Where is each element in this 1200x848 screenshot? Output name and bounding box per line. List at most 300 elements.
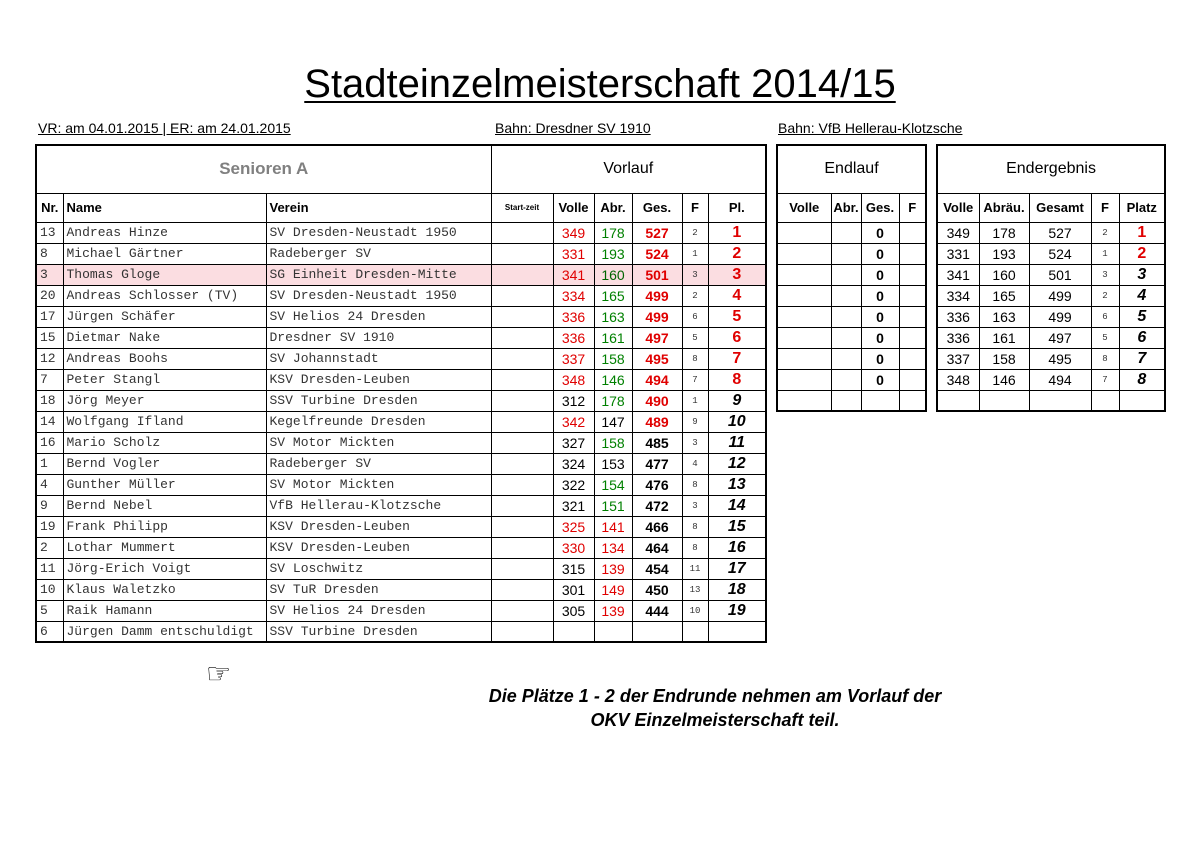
cell-abraeu: 146 bbox=[979, 369, 1029, 390]
cell-startzeit bbox=[491, 348, 553, 369]
cell-startzeit bbox=[491, 558, 553, 579]
competition-dates: VR: am 04.01.2015 | ER: am 24.01.2015 bbox=[38, 120, 291, 136]
cell-nr: 6 bbox=[36, 621, 63, 642]
cell-platz: 8 bbox=[1119, 369, 1165, 390]
cell-pl: 1 bbox=[708, 222, 766, 243]
col-header-name: Name bbox=[63, 193, 266, 222]
cell-gesamt: 494 bbox=[1029, 369, 1091, 390]
col-header-pl: Pl. bbox=[708, 193, 766, 222]
col-header-ges: Ges. bbox=[632, 193, 682, 222]
table-row bbox=[36, 285, 766, 306]
cell-volle: 348 bbox=[553, 369, 594, 390]
cell-f: 3 bbox=[1091, 264, 1119, 285]
cell-abr bbox=[831, 243, 861, 264]
table-row bbox=[777, 222, 926, 243]
cell-f: 3 bbox=[682, 264, 708, 285]
cell-name: Mario Scholz bbox=[63, 432, 266, 453]
cell-platz: 2 bbox=[1119, 243, 1165, 264]
table-row bbox=[36, 495, 766, 516]
table-row bbox=[937, 222, 1165, 243]
cell-volle: 331 bbox=[553, 243, 594, 264]
cell-name: Raik Hamann bbox=[63, 600, 266, 621]
cell-ges: 0 bbox=[861, 285, 899, 306]
cell-name: Jörg-Erich Voigt bbox=[63, 558, 266, 579]
cell-name: Michael Gärtner bbox=[63, 243, 266, 264]
cell-verein: SV Loschwitz bbox=[266, 558, 491, 579]
table-row bbox=[36, 369, 766, 390]
cell-f bbox=[899, 306, 926, 327]
cell-gesamt: 495 bbox=[1029, 348, 1091, 369]
cell-verein: SV Dresden-Neustadt 1950 bbox=[266, 222, 491, 243]
table-row bbox=[777, 369, 926, 390]
cell-abr: 147 bbox=[594, 411, 632, 432]
cell-ges: 477 bbox=[632, 453, 682, 474]
cell-name: Andreas Boohs bbox=[63, 348, 266, 369]
cell-abraeu: 160 bbox=[979, 264, 1029, 285]
endlauf-col-volle: Volle bbox=[777, 193, 831, 222]
pointing-hand-icon: ☞ bbox=[206, 658, 232, 689]
cell-platz: 7 bbox=[1119, 348, 1165, 369]
cell-volle: 331 bbox=[937, 243, 979, 264]
cell-ges: 494 bbox=[632, 369, 682, 390]
cell-abr: 134 bbox=[594, 537, 632, 558]
cell-volle: 305 bbox=[553, 600, 594, 621]
cell-nr: 18 bbox=[36, 390, 63, 411]
cell-name: Thomas Gloge bbox=[63, 264, 266, 285]
cell-abr: 161 bbox=[594, 327, 632, 348]
cell-volle bbox=[777, 369, 831, 390]
cell-f: 9 bbox=[682, 411, 708, 432]
table-row bbox=[36, 306, 766, 327]
cell-volle: 337 bbox=[937, 348, 979, 369]
page-title: Stadteinzelmeisterschaft 2014/15 bbox=[304, 62, 896, 106]
table-row bbox=[36, 579, 766, 600]
cell-nr: 13 bbox=[36, 222, 63, 243]
table-row bbox=[36, 264, 766, 285]
cell-abraeu: 193 bbox=[979, 243, 1029, 264]
cell-verein: VfB Hellerau-Klotzsche bbox=[266, 495, 491, 516]
table-row bbox=[36, 453, 766, 474]
cell-name: Lothar Mummert bbox=[63, 537, 266, 558]
cell-nr: 12 bbox=[36, 348, 63, 369]
cell-name: Peter Stangl bbox=[63, 369, 266, 390]
cell-f bbox=[899, 348, 926, 369]
cell-name: Jürgen Schäfer bbox=[63, 306, 266, 327]
endlauf-lane: Bahn: VfB Hellerau-Klotzsche bbox=[778, 120, 963, 136]
table-row bbox=[937, 285, 1165, 306]
cell-ges: 499 bbox=[632, 306, 682, 327]
cell-verein: SV Dresden-Neustadt 1950 bbox=[266, 285, 491, 306]
cell-volle: 336 bbox=[937, 306, 979, 327]
cell-f: 2 bbox=[1091, 285, 1119, 306]
cell-verein: Kegelfreunde Dresden bbox=[266, 411, 491, 432]
cell-abr: 146 bbox=[594, 369, 632, 390]
cell-ges: 454 bbox=[632, 558, 682, 579]
note-line-2: OKV Einzelmeisterschaft teil. bbox=[590, 710, 840, 730]
cell-name: Wolfgang Ifland bbox=[63, 411, 266, 432]
cell-verein: KSV Dresden-Leuben bbox=[266, 516, 491, 537]
cell-nr: 11 bbox=[36, 558, 63, 579]
cell-startzeit bbox=[491, 243, 553, 264]
cell-gesamt bbox=[1029, 390, 1091, 411]
cell-volle: 325 bbox=[553, 516, 594, 537]
cell-name: Klaus Waletzko bbox=[63, 579, 266, 600]
cell-pl: 3 bbox=[708, 264, 766, 285]
cell-abr bbox=[831, 390, 861, 411]
cell-gesamt: 524 bbox=[1029, 243, 1091, 264]
cell-verein: SV Helios 24 Dresden bbox=[266, 600, 491, 621]
cell-abr bbox=[831, 306, 861, 327]
cell-name: Jürgen Damm entschuldigt bbox=[63, 621, 266, 642]
cell-volle: 330 bbox=[553, 537, 594, 558]
cell-abr: 149 bbox=[594, 579, 632, 600]
cell-f: 1 bbox=[682, 243, 708, 264]
cell-ges: 489 bbox=[632, 411, 682, 432]
cell-name: Dietmar Nake bbox=[63, 327, 266, 348]
cell-volle: 327 bbox=[553, 432, 594, 453]
endlauf-col-abr: Abr. bbox=[831, 193, 861, 222]
cell-volle: 337 bbox=[553, 348, 594, 369]
cell-f: 8 bbox=[682, 516, 708, 537]
cell-f: 8 bbox=[1091, 348, 1119, 369]
cell-ges: 0 bbox=[861, 243, 899, 264]
cell-ges: 0 bbox=[861, 369, 899, 390]
cell-f: 4 bbox=[682, 453, 708, 474]
cell-f bbox=[899, 327, 926, 348]
col-header-volle: Volle bbox=[553, 193, 594, 222]
cell-verein: KSV Dresden-Leuben bbox=[266, 369, 491, 390]
endergebnis-col-platz: Platz bbox=[1119, 193, 1165, 222]
cell-startzeit bbox=[491, 432, 553, 453]
cell-pl: 12 bbox=[708, 453, 766, 474]
table-row bbox=[937, 327, 1165, 348]
cell-nr: 14 bbox=[36, 411, 63, 432]
cell-volle: 312 bbox=[553, 390, 594, 411]
cell-volle bbox=[777, 327, 831, 348]
table-row bbox=[777, 285, 926, 306]
cell-name: Bernd Vogler bbox=[63, 453, 266, 474]
cell-volle: 315 bbox=[553, 558, 594, 579]
cell-abraeu: 158 bbox=[979, 348, 1029, 369]
cell-name: Frank Philipp bbox=[63, 516, 266, 537]
cell-volle: 336 bbox=[553, 306, 594, 327]
cell-verein: SV Motor Mickten bbox=[266, 432, 491, 453]
cell-f bbox=[1091, 390, 1119, 411]
cell-pl: 11 bbox=[708, 432, 766, 453]
cell-startzeit bbox=[491, 453, 553, 474]
cell-platz: 4 bbox=[1119, 285, 1165, 306]
cell-abr: 178 bbox=[594, 222, 632, 243]
cell-abraeu: 178 bbox=[979, 222, 1029, 243]
table-row bbox=[777, 243, 926, 264]
endergebnis-table bbox=[936, 144, 1166, 412]
cell-abr: 141 bbox=[594, 516, 632, 537]
cell-nr: 20 bbox=[36, 285, 63, 306]
cell-startzeit bbox=[491, 264, 553, 285]
cell-verein: SV Helios 24 Dresden bbox=[266, 306, 491, 327]
cell-pl bbox=[708, 621, 766, 642]
endlauf-table bbox=[776, 144, 927, 412]
cell-startzeit bbox=[491, 411, 553, 432]
table-row bbox=[937, 369, 1165, 390]
cell-volle: 341 bbox=[937, 264, 979, 285]
cell-f bbox=[899, 390, 926, 411]
table-row bbox=[36, 327, 766, 348]
cell-abraeu: 165 bbox=[979, 285, 1029, 306]
cell-nr: 17 bbox=[36, 306, 63, 327]
cell-f: 8 bbox=[682, 537, 708, 558]
cell-f: 3 bbox=[682, 432, 708, 453]
vorlauf-title: Vorlauf bbox=[491, 145, 766, 193]
cell-volle: 334 bbox=[937, 285, 979, 306]
cell-pl: 13 bbox=[708, 474, 766, 495]
cell-startzeit bbox=[491, 285, 553, 306]
cell-ges: 495 bbox=[632, 348, 682, 369]
cell-volle bbox=[777, 348, 831, 369]
table-row bbox=[777, 327, 926, 348]
cell-f: 10 bbox=[682, 600, 708, 621]
endergebnis-title: Endergebnis bbox=[937, 145, 1165, 193]
cell-abr: 153 bbox=[594, 453, 632, 474]
cell-abr: 158 bbox=[594, 432, 632, 453]
cell-f: 5 bbox=[1091, 327, 1119, 348]
cell-verein: SG Einheit Dresden-Mitte bbox=[266, 264, 491, 285]
cell-verein: Radeberger SV bbox=[266, 453, 491, 474]
table-row bbox=[36, 411, 766, 432]
cell-ges: 450 bbox=[632, 579, 682, 600]
cell-gesamt: 499 bbox=[1029, 285, 1091, 306]
cell-nr: 7 bbox=[36, 369, 63, 390]
endlauf-col-ges: Ges. bbox=[861, 193, 899, 222]
cell-abraeu: 161 bbox=[979, 327, 1029, 348]
cell-pl: 10 bbox=[708, 411, 766, 432]
cell-f: 8 bbox=[682, 474, 708, 495]
cell-f: 1 bbox=[682, 390, 708, 411]
cell-f bbox=[899, 222, 926, 243]
table-row bbox=[937, 306, 1165, 327]
cell-f: 3 bbox=[682, 495, 708, 516]
cell-volle: 341 bbox=[553, 264, 594, 285]
cell-nr: 9 bbox=[36, 495, 63, 516]
cell-abr: 178 bbox=[594, 390, 632, 411]
cell-f: 7 bbox=[682, 369, 708, 390]
cell-f: 7 bbox=[1091, 369, 1119, 390]
cell-name: Gunther Müller bbox=[63, 474, 266, 495]
cell-abr: 139 bbox=[594, 600, 632, 621]
cell-f: 2 bbox=[682, 222, 708, 243]
cell-abraeu bbox=[979, 390, 1029, 411]
cell-pl: 14 bbox=[708, 495, 766, 516]
cell-ges: 0 bbox=[861, 264, 899, 285]
cell-pl: 18 bbox=[708, 579, 766, 600]
cell-ges: 527 bbox=[632, 222, 682, 243]
cell-ges: 501 bbox=[632, 264, 682, 285]
cell-ges: 485 bbox=[632, 432, 682, 453]
cell-f: 6 bbox=[682, 306, 708, 327]
cell-verein: SSV Turbine Dresden bbox=[266, 390, 491, 411]
cell-ges: 464 bbox=[632, 537, 682, 558]
cell-f bbox=[899, 264, 926, 285]
cell-volle: 321 bbox=[553, 495, 594, 516]
cell-gesamt: 527 bbox=[1029, 222, 1091, 243]
table-row bbox=[937, 264, 1165, 285]
cell-startzeit bbox=[491, 579, 553, 600]
cell-nr: 16 bbox=[36, 432, 63, 453]
cell-platz: 5 bbox=[1119, 306, 1165, 327]
cell-f: 11 bbox=[682, 558, 708, 579]
cell-f bbox=[899, 369, 926, 390]
cell-volle bbox=[937, 390, 979, 411]
cell-verein: SV TuR Dresden bbox=[266, 579, 491, 600]
cell-nr: 1 bbox=[36, 453, 63, 474]
cell-name: Bernd Nebel bbox=[63, 495, 266, 516]
table-row bbox=[36, 222, 766, 243]
cell-f bbox=[682, 621, 708, 642]
cell-volle: 334 bbox=[553, 285, 594, 306]
cell-volle: 349 bbox=[937, 222, 979, 243]
table-row bbox=[937, 390, 1165, 411]
cell-pl: 19 bbox=[708, 600, 766, 621]
cell-abr bbox=[831, 222, 861, 243]
cell-platz: 1 bbox=[1119, 222, 1165, 243]
cell-name: Andreas Schlosser (TV) bbox=[63, 285, 266, 306]
col-header-nr: Nr. bbox=[36, 193, 63, 222]
col-header-f: F bbox=[682, 193, 708, 222]
table-row bbox=[937, 348, 1165, 369]
cell-nr: 4 bbox=[36, 474, 63, 495]
table-row bbox=[777, 348, 926, 369]
cell-pl: 2 bbox=[708, 243, 766, 264]
endergebnis-col-volle: Volle bbox=[937, 193, 979, 222]
cell-pl: 9 bbox=[708, 390, 766, 411]
table-row bbox=[36, 432, 766, 453]
cell-volle bbox=[553, 621, 594, 642]
cell-volle: 336 bbox=[937, 327, 979, 348]
table-row bbox=[36, 537, 766, 558]
cell-volle: 349 bbox=[553, 222, 594, 243]
cell-pl: 17 bbox=[708, 558, 766, 579]
cell-verein: SSV Turbine Dresden bbox=[266, 621, 491, 642]
cell-pl: 7 bbox=[708, 348, 766, 369]
cell-platz: 3 bbox=[1119, 264, 1165, 285]
cell-abr: 163 bbox=[594, 306, 632, 327]
cell-nr: 15 bbox=[36, 327, 63, 348]
table-row bbox=[777, 306, 926, 327]
cell-nr: 10 bbox=[36, 579, 63, 600]
cell-startzeit bbox=[491, 495, 553, 516]
table-row bbox=[36, 390, 766, 411]
cell-volle: 336 bbox=[553, 327, 594, 348]
cell-startzeit bbox=[491, 600, 553, 621]
cell-nr: 2 bbox=[36, 537, 63, 558]
cell-ges: 0 bbox=[861, 306, 899, 327]
cell-startzeit bbox=[491, 327, 553, 348]
section-title: Senioren A bbox=[36, 145, 491, 193]
cell-pl: 15 bbox=[708, 516, 766, 537]
cell-gesamt: 497 bbox=[1029, 327, 1091, 348]
cell-startzeit bbox=[491, 474, 553, 495]
cell-volle bbox=[777, 264, 831, 285]
cell-abr: 151 bbox=[594, 495, 632, 516]
cell-nr: 5 bbox=[36, 600, 63, 621]
cell-ges bbox=[632, 621, 682, 642]
cell-abr: 139 bbox=[594, 558, 632, 579]
cell-f: 8 bbox=[682, 348, 708, 369]
cell-nr: 19 bbox=[36, 516, 63, 537]
cell-verein: SV Motor Mickten bbox=[266, 474, 491, 495]
endergebnis-col-abraeu: Abräu. bbox=[979, 193, 1029, 222]
cell-ges bbox=[861, 390, 899, 411]
cell-startzeit bbox=[491, 516, 553, 537]
cell-nr: 8 bbox=[36, 243, 63, 264]
cell-ges: 524 bbox=[632, 243, 682, 264]
table-row bbox=[36, 516, 766, 537]
cell-abr: 160 bbox=[594, 264, 632, 285]
cell-volle bbox=[777, 390, 831, 411]
cell-verein: Dresdner SV 1910 bbox=[266, 327, 491, 348]
cell-startzeit bbox=[491, 222, 553, 243]
cell-abr bbox=[831, 264, 861, 285]
cell-abr: 154 bbox=[594, 474, 632, 495]
endlauf-col-f: F bbox=[899, 193, 926, 222]
table-row bbox=[36, 348, 766, 369]
cell-volle: 342 bbox=[553, 411, 594, 432]
cell-startzeit bbox=[491, 390, 553, 411]
cell-f: 1 bbox=[1091, 243, 1119, 264]
cell-volle: 348 bbox=[937, 369, 979, 390]
cell-abr bbox=[831, 348, 861, 369]
cell-pl: 8 bbox=[708, 369, 766, 390]
table-row bbox=[36, 243, 766, 264]
col-header-verein: Verein bbox=[266, 193, 491, 222]
cell-ges: 472 bbox=[632, 495, 682, 516]
cell-abr: 158 bbox=[594, 348, 632, 369]
cell-abr bbox=[831, 327, 861, 348]
vorlauf-table bbox=[35, 144, 767, 643]
cell-platz bbox=[1119, 390, 1165, 411]
cell-ges: 0 bbox=[861, 327, 899, 348]
cell-startzeit bbox=[491, 621, 553, 642]
cell-ges: 497 bbox=[632, 327, 682, 348]
cell-ges: 0 bbox=[861, 348, 899, 369]
cell-startzeit bbox=[491, 537, 553, 558]
cell-f: 5 bbox=[682, 327, 708, 348]
cell-ges: 444 bbox=[632, 600, 682, 621]
cell-ges: 499 bbox=[632, 285, 682, 306]
cell-name: Andreas Hinze bbox=[63, 222, 266, 243]
cell-verein: Radeberger SV bbox=[266, 243, 491, 264]
cell-pl: 16 bbox=[708, 537, 766, 558]
cell-name: Jörg Meyer bbox=[63, 390, 266, 411]
cell-platz: 6 bbox=[1119, 327, 1165, 348]
cell-f: 6 bbox=[1091, 306, 1119, 327]
cell-volle bbox=[777, 285, 831, 306]
table-row bbox=[36, 474, 766, 495]
cell-verein: KSV Dresden-Leuben bbox=[266, 537, 491, 558]
table-row bbox=[36, 600, 766, 621]
cell-ges: 466 bbox=[632, 516, 682, 537]
cell-volle bbox=[777, 222, 831, 243]
endlauf-title: Endlauf bbox=[777, 145, 926, 193]
cell-abr bbox=[831, 369, 861, 390]
cell-abr: 193 bbox=[594, 243, 632, 264]
cell-ges: 490 bbox=[632, 390, 682, 411]
cell-pl: 4 bbox=[708, 285, 766, 306]
cell-volle bbox=[777, 243, 831, 264]
cell-startzeit bbox=[491, 369, 553, 390]
cell-abr bbox=[831, 285, 861, 306]
cell-f bbox=[899, 285, 926, 306]
